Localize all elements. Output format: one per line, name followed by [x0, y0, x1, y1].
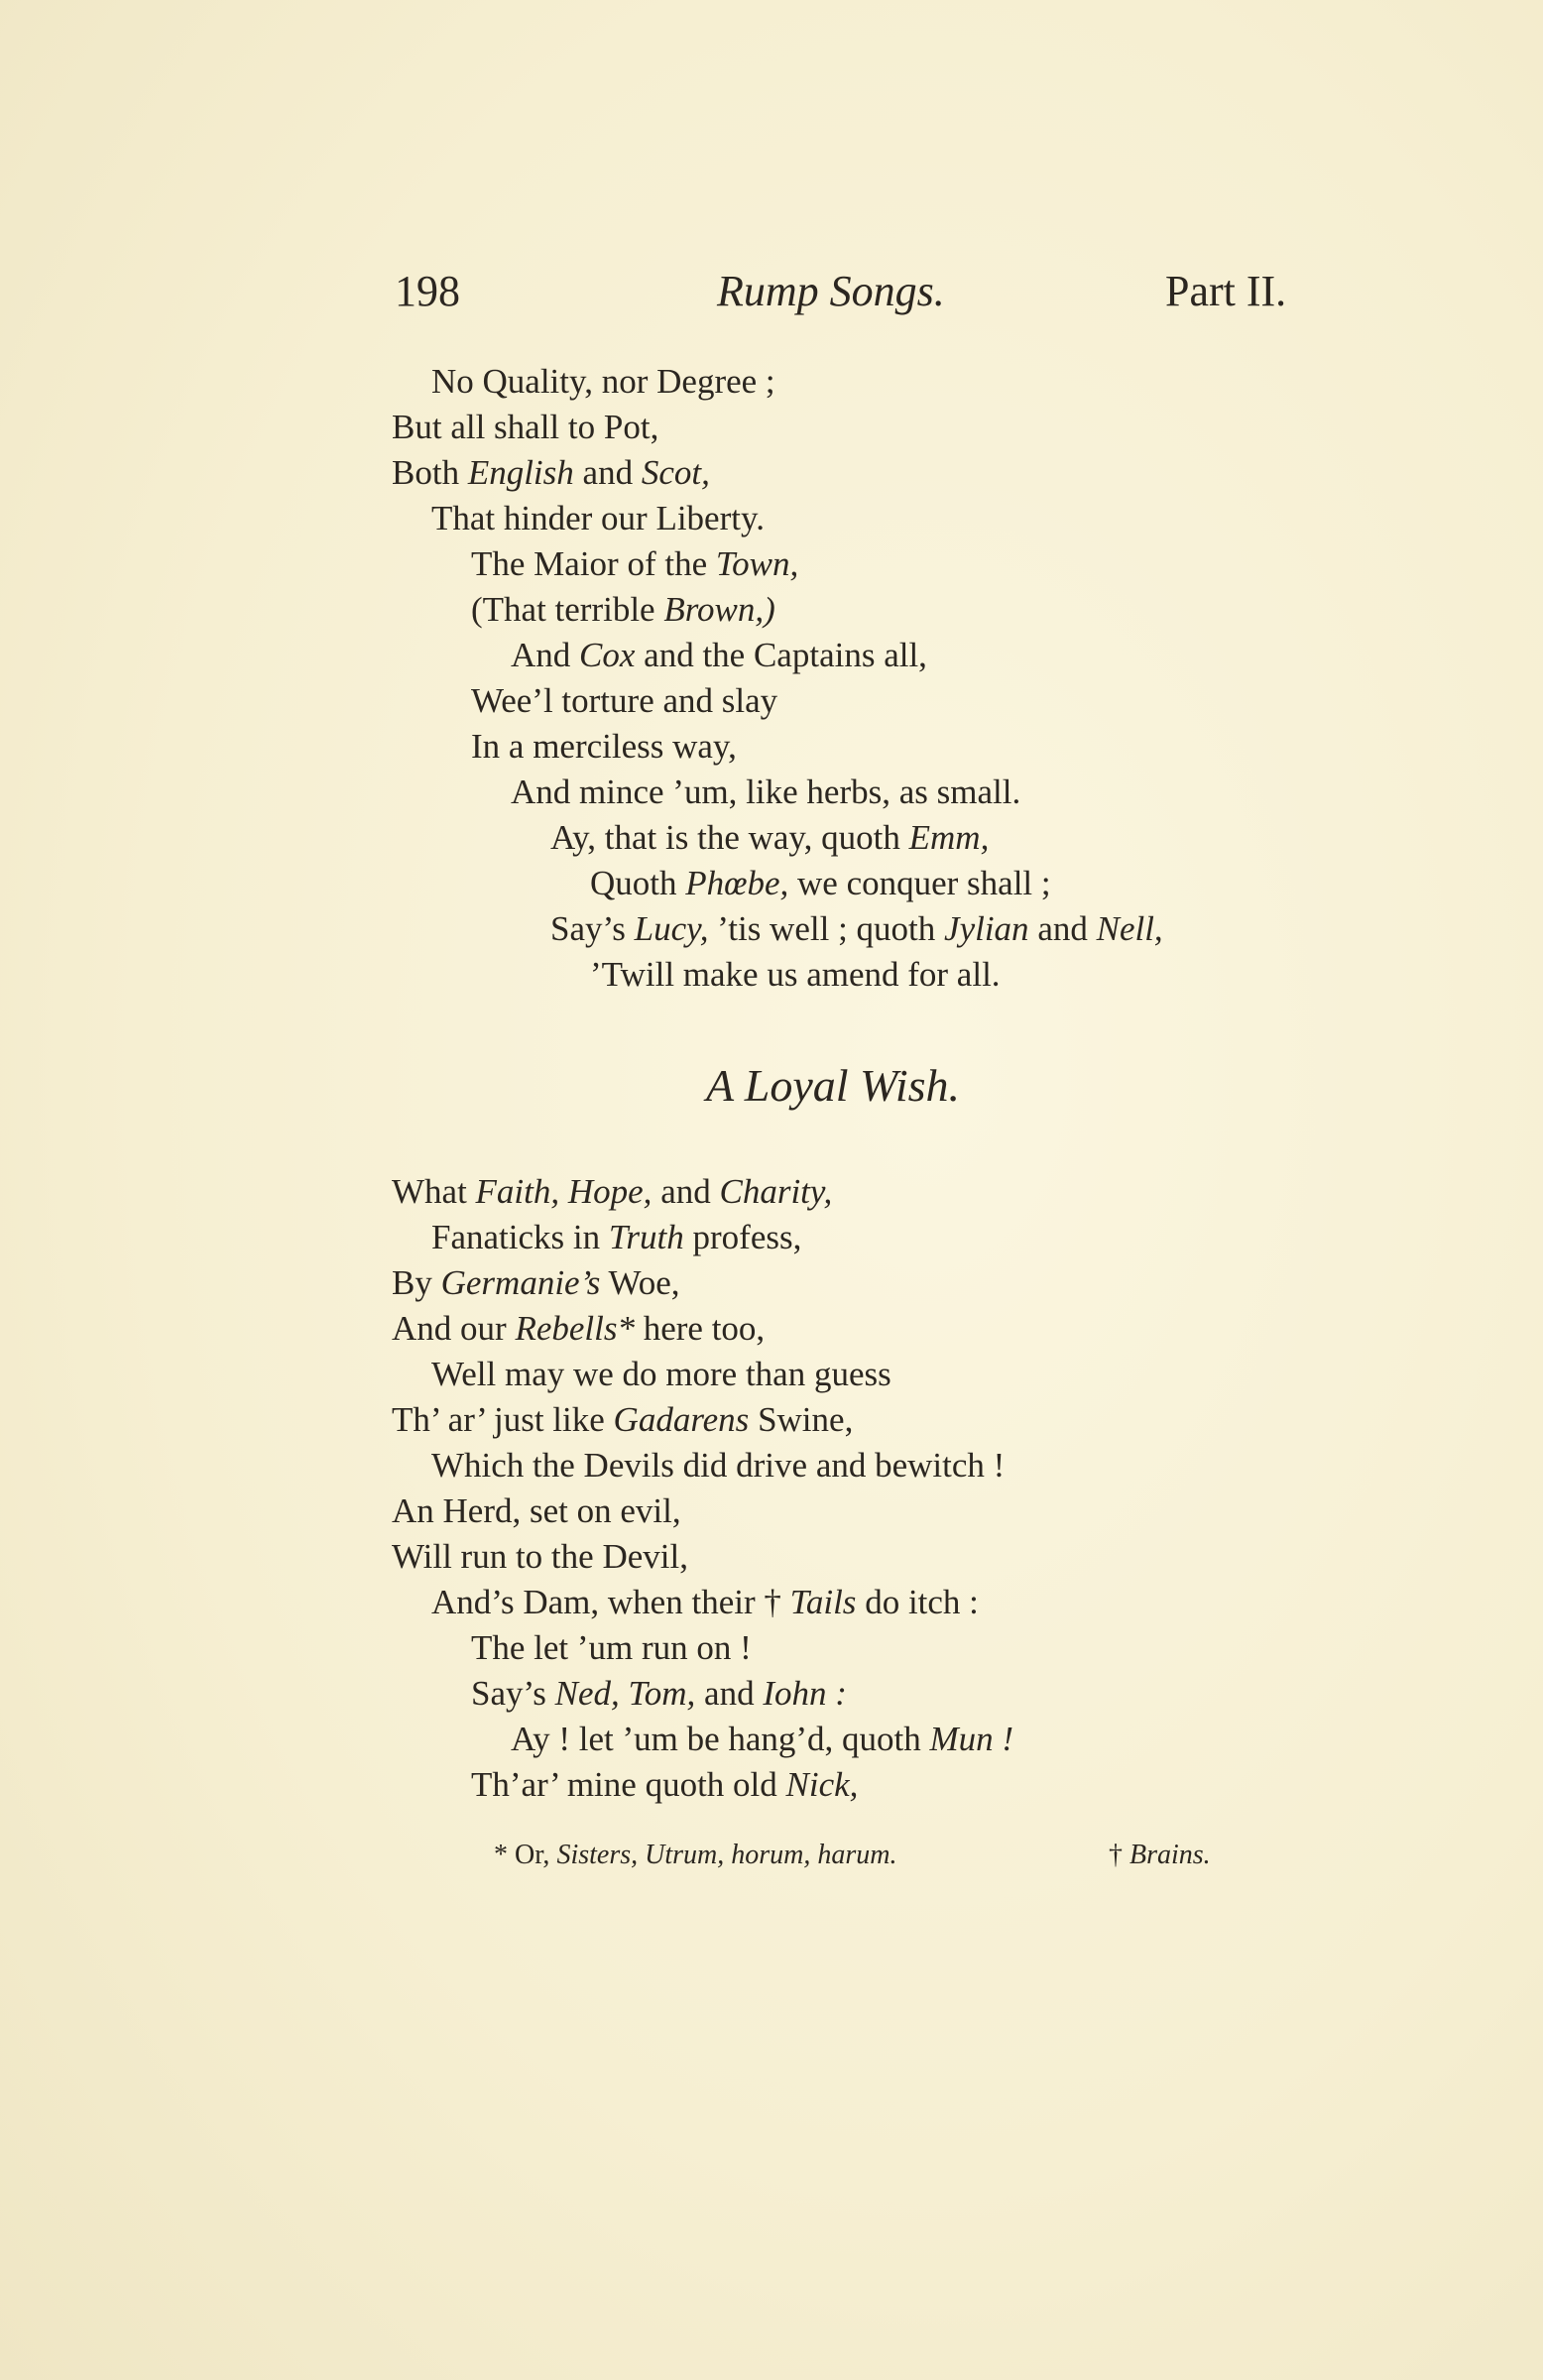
verse-line: [511, 771, 1020, 814]
footnote-sisters: [494, 1840, 896, 1871]
verse-line: [392, 451, 710, 495]
text-run: Faith,: [475, 1172, 560, 1211]
text-run: Fanaticks in: [431, 1218, 609, 1256]
section-title: A Loyal Wish.: [706, 1060, 961, 1111]
verse-line: [471, 1763, 858, 1807]
text-run: English: [467, 453, 574, 492]
verse-line: [471, 1672, 847, 1716]
text-run: Ned,: [554, 1674, 620, 1713]
text-run: Truth: [608, 1218, 684, 1256]
verse-line: [550, 816, 989, 860]
verse-line: [431, 1353, 891, 1396]
text-run: Hope,: [567, 1172, 653, 1211]
text-run: Town,: [715, 544, 799, 583]
text-run: What: [392, 1172, 476, 1211]
verse-line: [471, 1626, 752, 1670]
verse-line: [471, 725, 737, 769]
text-run: profess,: [683, 1218, 802, 1256]
text-run: Cox: [579, 636, 636, 674]
text-run: Charity,: [719, 1172, 833, 1211]
text-run: In a merciless way,: [471, 727, 737, 766]
verse-line: [431, 1216, 801, 1259]
text-run: Nell,: [1096, 909, 1163, 948]
text-run: Th’ar’ mine quoth old: [471, 1765, 786, 1804]
page-header: [0, 266, 1543, 335]
verse-line: [431, 360, 775, 404]
verse-line: [392, 1261, 679, 1305]
verse-line: [511, 1718, 1013, 1761]
text-run: Germanie’s: [440, 1263, 601, 1302]
text-run: Nick,: [785, 1765, 859, 1804]
text-run: Scot,: [641, 453, 710, 492]
verse-line: [471, 679, 777, 723]
text-run: Well may we do more than guess: [431, 1355, 891, 1393]
text-run: Iohn :: [763, 1674, 847, 1713]
text-run: Th’ ar’ just like: [392, 1400, 614, 1439]
verse-line: [471, 542, 798, 586]
text-run: Phœbe,: [685, 864, 789, 902]
text-run: Tom,: [628, 1674, 696, 1713]
text-run: And our: [392, 1309, 516, 1348]
verse-line: [550, 907, 1163, 951]
text-run: do itch :: [856, 1583, 979, 1621]
text-run: Jylian: [944, 909, 1029, 948]
text-run: Swine,: [749, 1400, 854, 1439]
verse-line: [431, 1444, 1005, 1488]
text-run: Emm,: [908, 818, 990, 857]
text-run: Will run to the Devil,: [392, 1537, 688, 1576]
text-run: Gadarens: [613, 1400, 750, 1439]
text-run: we conquer shall ;: [788, 864, 1051, 902]
text-run: And: [511, 636, 580, 674]
text-run: Quoth: [590, 864, 686, 902]
text-run: An Herd, set on evil,: [392, 1491, 681, 1530]
text-run: †: [1109, 1840, 1129, 1870]
text-run: Which the Devils did drive and bewitch !: [431, 1446, 1006, 1485]
part-label: Part II.: [1165, 267, 1287, 315]
text-run: The let ’um run on !: [471, 1628, 752, 1667]
text-run: Tails: [789, 1583, 857, 1621]
footnote-brains: [1109, 1840, 1211, 1871]
text-run: and: [695, 1674, 764, 1713]
text-run: But all shall to Pot,: [392, 408, 659, 446]
verse-line: [392, 1170, 832, 1214]
verse-line: [392, 1535, 688, 1579]
text-run: and: [573, 453, 642, 492]
text-run: Ay ! let ’um be hang’d, quoth: [511, 1720, 930, 1758]
text-run: here too,: [634, 1309, 766, 1348]
text-run: Rebells*: [515, 1309, 635, 1348]
text-run: ’tis well ; quoth: [708, 909, 945, 948]
text-run: and: [1028, 909, 1097, 948]
text-run: And’s Dam, when their †: [431, 1583, 790, 1621]
text-run: Say’s: [471, 1674, 555, 1713]
text-run: Lucy,: [634, 909, 709, 948]
text-run: The Maior of the: [471, 544, 716, 583]
verse-line: [392, 406, 658, 449]
page-number: 198: [395, 267, 460, 315]
text-run: Brown,): [663, 590, 775, 629]
text-run: Both: [392, 453, 468, 492]
text-run: and: [652, 1172, 720, 1211]
text-run: Say’s: [550, 909, 635, 948]
text-run: No Quality, nor Degree ;: [431, 362, 775, 401]
verse-line: [392, 1489, 681, 1533]
text-run: * Or,: [494, 1840, 557, 1870]
text-run: Mun !: [929, 1720, 1014, 1758]
verse-line: [511, 634, 927, 677]
verse-line: [590, 953, 1001, 997]
text-run: ’Twill make us amend for all.: [590, 955, 1001, 994]
text-run: That hinder our Liberty.: [431, 499, 765, 537]
verse-line: [471, 588, 775, 632]
text-run: Woe,: [600, 1263, 680, 1302]
verse-line: [392, 1307, 765, 1351]
text-run: [559, 1172, 568, 1211]
text-run: Brains.: [1129, 1840, 1211, 1870]
text-run: Sisters, Utrum, horum, harum.: [556, 1840, 897, 1870]
text-run: Wee’l torture and slay: [471, 681, 778, 720]
verse-line: [431, 1581, 979, 1624]
text-run: And mince ’um, like herbs, as small.: [511, 773, 1021, 811]
text-run: [620, 1674, 629, 1713]
verse-line: [590, 862, 1051, 905]
text-run: Ay, that is the way, quoth: [550, 818, 909, 857]
verse-line: [431, 497, 765, 540]
text-run: By: [392, 1263, 441, 1302]
text-run: (That terrible: [471, 590, 664, 629]
running-title: Rump Songs.: [717, 267, 945, 315]
verse-line: [392, 1398, 853, 1442]
text-run: and the Captains all,: [635, 636, 927, 674]
